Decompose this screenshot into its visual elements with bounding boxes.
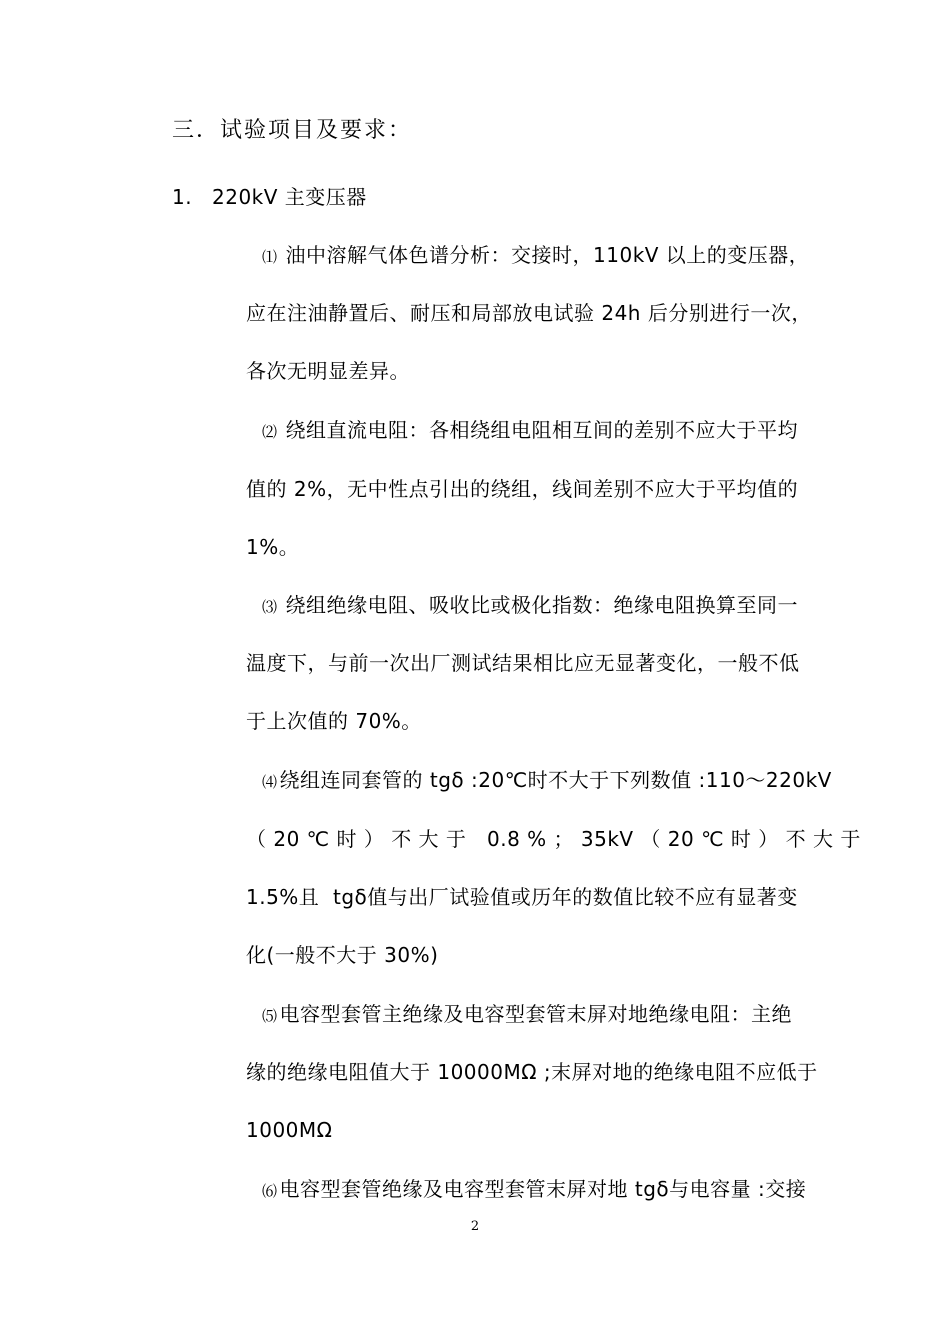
sub-item-3-line-3: 于上次值的 70%。	[246, 709, 422, 733]
sub-item-5-line-1	[262, 1001, 792, 1029]
sub-item-number: ⑹	[262, 1182, 278, 1200]
sub-item-number: ⑵	[262, 423, 278, 441]
sub-item-4-line-1	[262, 767, 832, 795]
sub-item-2-line-2: 值的 2%，无中性点引出的绕组，线间差别不应大于平均值的	[246, 477, 799, 501]
sub-item-2-line-3: 1%。	[246, 535, 300, 559]
sub-item-number: ⑶	[262, 598, 278, 616]
sub-item-text: 绕组连同套管的 tgδ :20℃时不大于下列数值 :110～220kV	[279, 768, 832, 792]
item-number: 1.	[172, 185, 193, 209]
sub-item-number: ⑸	[262, 1007, 278, 1025]
sub-item-3-line-2: 温度下，与前一次出厂测试结果相比应无显著变化，一般不低	[246, 651, 800, 675]
item-heading	[172, 184, 367, 210]
sub-item-1-line-1	[262, 242, 809, 270]
sub-item-1-line-2: 应在注油静置后、耐压和局部放电试验 24h 后分别进行一次，	[246, 301, 812, 325]
sub-item-2-line-1	[262, 417, 798, 445]
sub-item-text: 绕组直流电阻：各相绕组电阻相互间的差别不应大于平均	[285, 418, 799, 442]
sub-item-text: 绕组绝缘电阻、吸收比或极化指数：绝缘电阻换算至同一	[285, 593, 799, 617]
sub-item-number: ⑷	[262, 773, 278, 791]
sub-item-5-line-3: 1000MΩ	[246, 1118, 333, 1142]
sub-item-5-line-2: 缘的绝缘电阻值大于 10000MΩ ;末屏对地的绝缘电阻不应低于	[246, 1060, 818, 1084]
sub-item-text: 油中溶解气体色谱分析：交接时，110kV 以上的变压器，	[285, 243, 810, 267]
page-number: 2	[470, 1219, 480, 1234]
section-heading: 三．试验项目及要求：	[172, 118, 413, 143]
sub-item-4-line-2: （ 20 ℃ 时 ） 不 大 于 0.8 % ； 35kV （ 20 ℃ 时 ） 不 大 于	[246, 827, 861, 851]
sub-item-text: 电容型套管绝缘及电容型套管末屏对地 tgδ与电容量 :交接	[279, 1177, 807, 1201]
sub-item-4-line-3: 1.5%且 tgδ值与出厂试验值或历年的数值比较不应有显著变	[246, 885, 798, 909]
sub-item-6-line-1	[262, 1176, 806, 1204]
sub-item-1-line-3: 各次无明显差异。	[246, 359, 410, 383]
sub-item-3-line-1	[262, 592, 798, 620]
sub-item-4-line-4: 化(一般不大于 30%)	[246, 943, 439, 967]
sub-item-text: 电容型套管主绝缘及电容型套管末屏对地绝缘电阻：主绝	[279, 1002, 793, 1026]
sub-item-number: ⑴	[262, 248, 278, 266]
item-title: 220kV 主变压器	[212, 185, 367, 209]
